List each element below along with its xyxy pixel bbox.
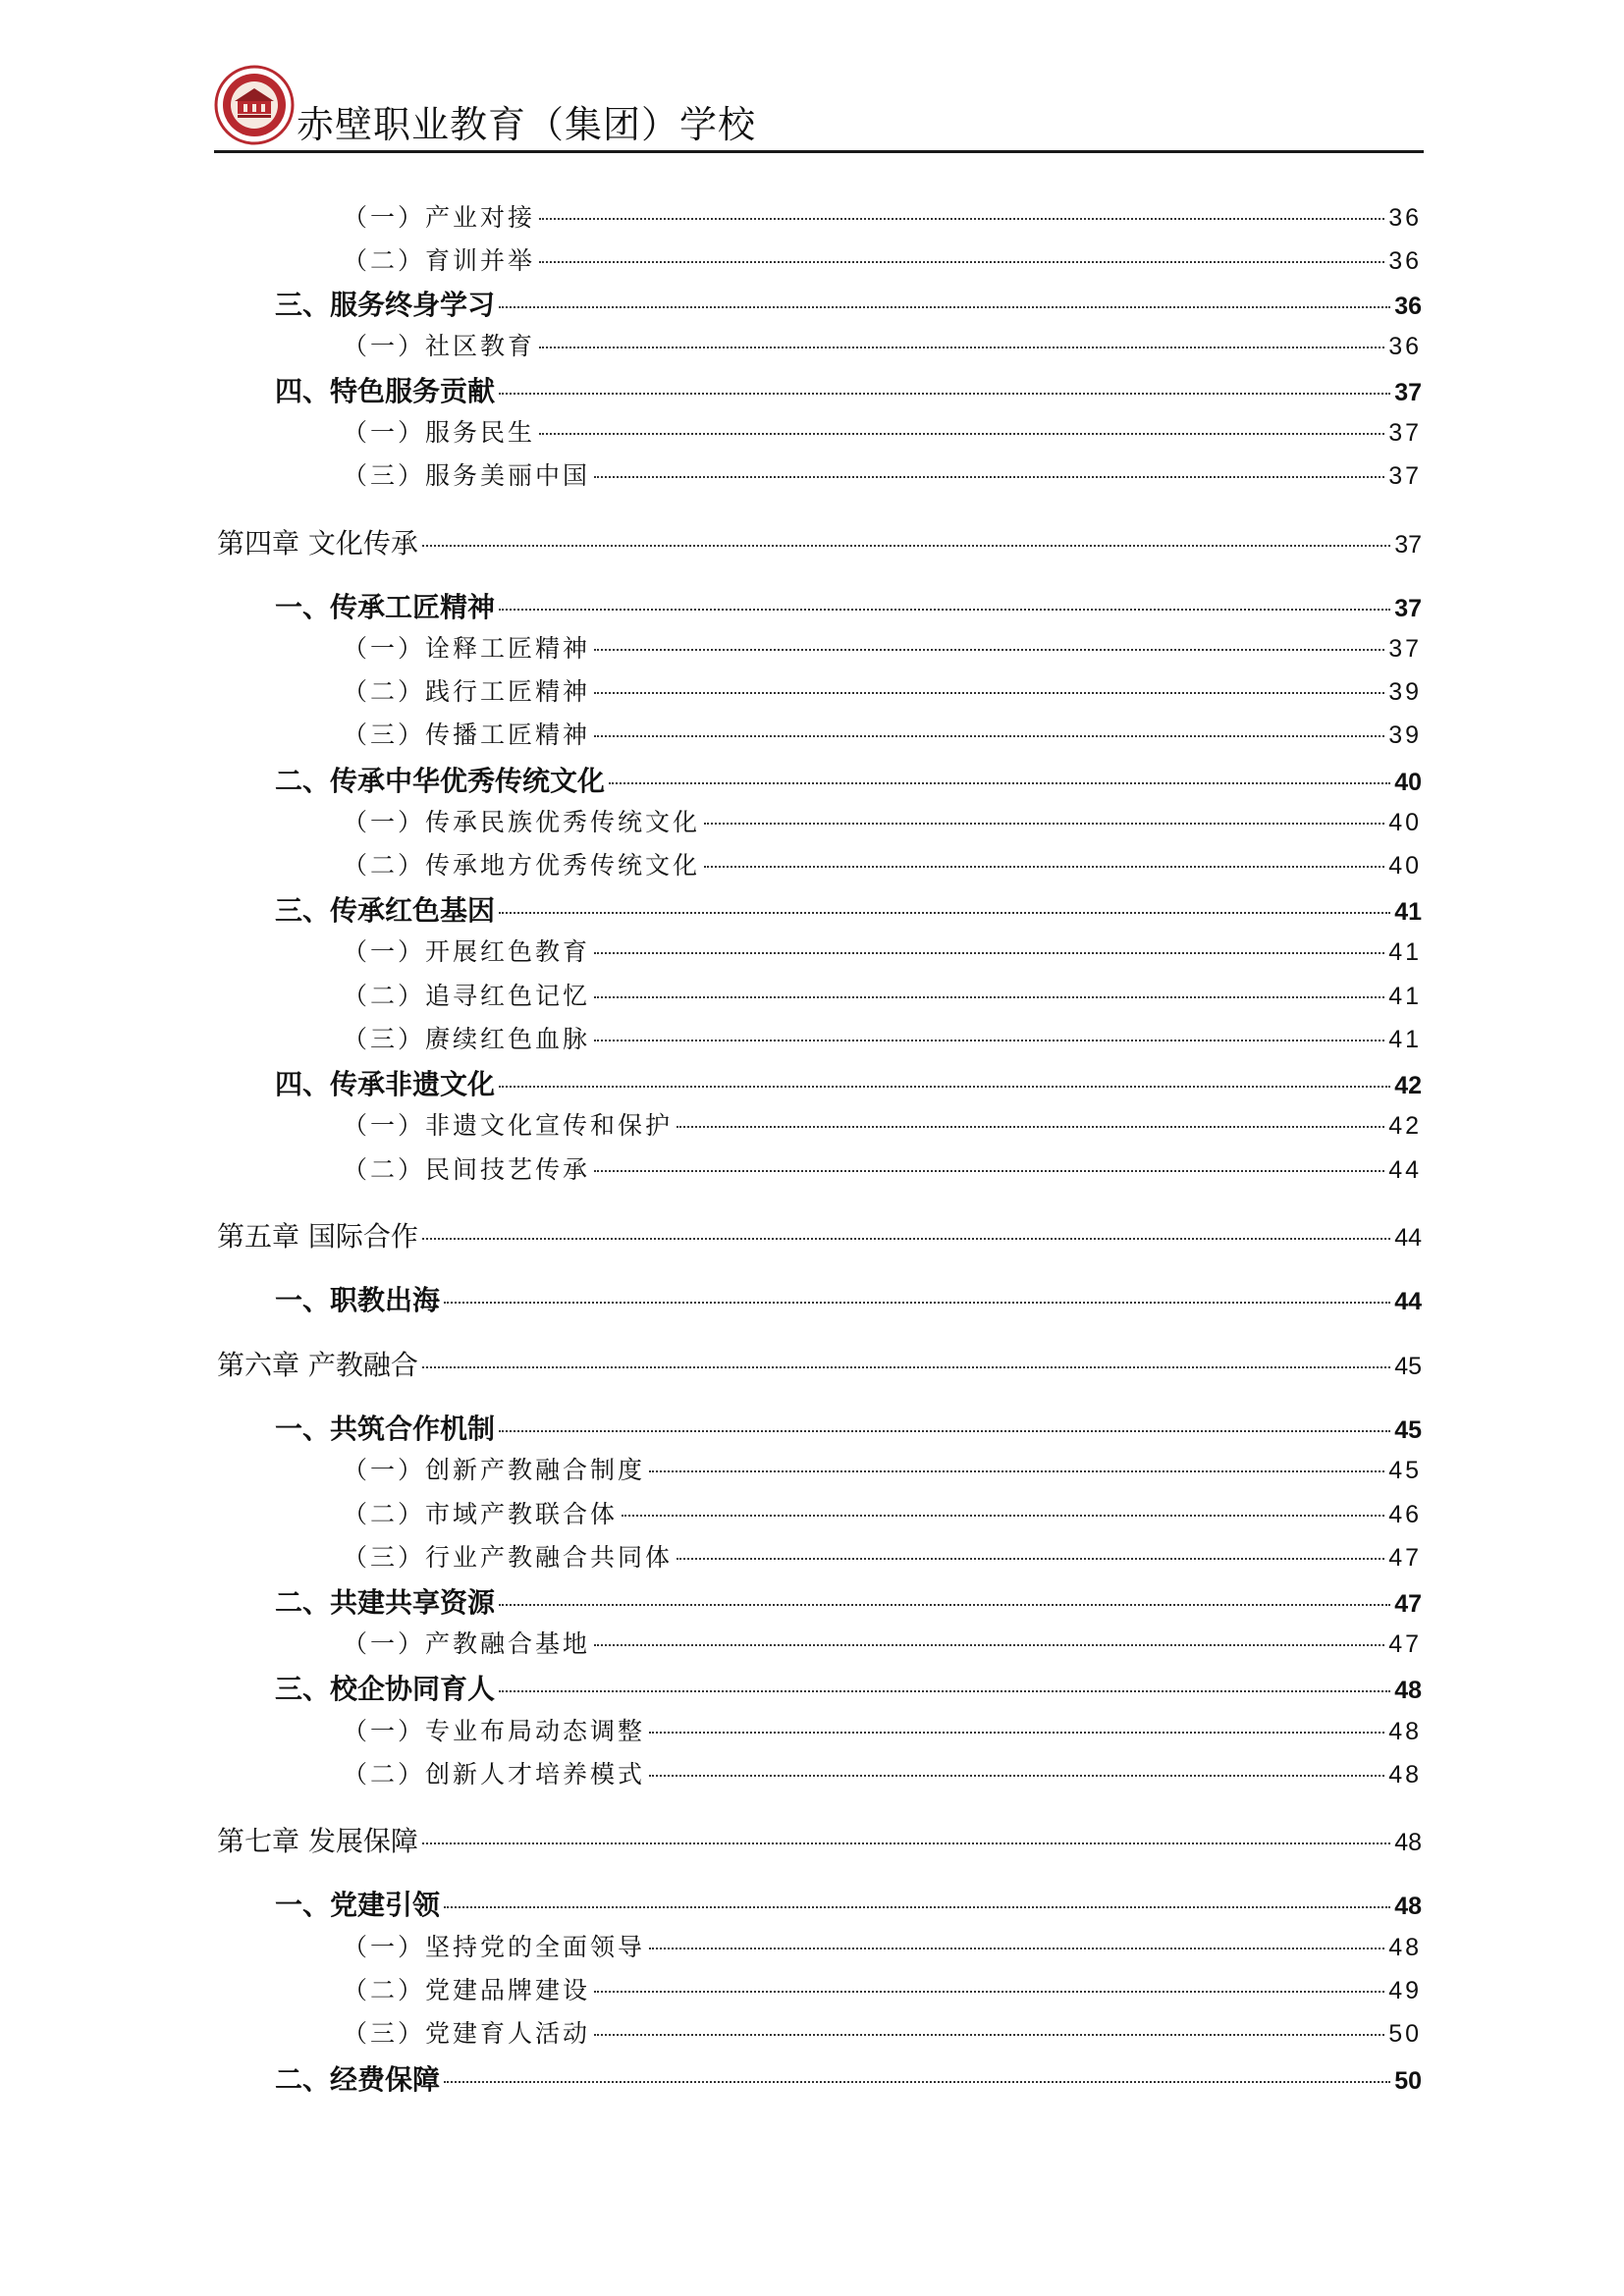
toc-page-number: 45 xyxy=(1388,1457,1422,1484)
toc-dot-leader xyxy=(649,1775,1384,1777)
toc-entry-label: （二）党建品牌建设 xyxy=(343,1976,591,2004)
toc-page-number: 41 xyxy=(1394,898,1422,926)
toc-page-number: 37 xyxy=(1394,595,1422,622)
toc-page-number: 36 xyxy=(1394,293,1422,320)
toc-chapter-entry[interactable] xyxy=(217,1215,1422,1251)
toc-entry-label: 二、传承中华优秀传统文化 xyxy=(275,765,606,797)
toc-dot-leader xyxy=(422,545,1390,547)
toc-page-number: 39 xyxy=(1388,721,1422,749)
toc-entry-label: 一、传承工匠精神 xyxy=(275,591,496,623)
toc-page-number: 48 xyxy=(1388,1761,1422,1789)
toc-dot-leader xyxy=(499,1086,1390,1088)
toc-dot-leader xyxy=(594,1644,1384,1646)
toc-entry-label: 第四章 文化传承 xyxy=(217,527,418,560)
toc-subsection-entry[interactable] xyxy=(343,846,1422,881)
toc-dot-leader xyxy=(499,1430,1390,1432)
toc-subsection-entry[interactable] xyxy=(343,1928,1422,1963)
toc-subsection-entry[interactable] xyxy=(343,1495,1422,1530)
toc-dot-leader xyxy=(594,2034,1384,2036)
toc-entry-label: （二）民间技艺传承 xyxy=(343,1155,591,1184)
toc-page-number: 37 xyxy=(1388,462,1422,490)
toc-dot-leader xyxy=(422,1366,1390,1368)
toc-dot-leader xyxy=(539,218,1384,220)
toc-page-number: 47 xyxy=(1394,1590,1422,1618)
toc-page-number: 42 xyxy=(1388,1112,1422,1140)
toc-section-entry[interactable] xyxy=(275,1063,1422,1098)
toc-subsection-entry[interactable] xyxy=(343,456,1422,492)
toc-dot-leader xyxy=(649,1470,1384,1472)
toc-subsection-entry[interactable] xyxy=(343,1712,1422,1747)
toc-entry-label: （三）党建育人活动 xyxy=(343,2019,591,2048)
toc-entry-label: 三、校企协同育人 xyxy=(275,1673,496,1705)
toc-page-number: 50 xyxy=(1394,2067,1422,2095)
toc-entry-label: （一）开展红色教育 xyxy=(343,937,591,966)
toc-page-number: 36 xyxy=(1388,247,1422,275)
toc-page-number: 39 xyxy=(1388,678,1422,706)
toc-page-number: 41 xyxy=(1388,938,1422,966)
toc-page-number: 37 xyxy=(1394,531,1422,559)
toc-page-number: 44 xyxy=(1388,1156,1422,1184)
toc-entry-label: 一、职教出海 xyxy=(275,1284,441,1316)
toc-page-number: 40 xyxy=(1388,852,1422,880)
toc-section-entry[interactable] xyxy=(275,586,1422,621)
toc-entry-label: 三、服务终身学习 xyxy=(275,289,496,321)
toc-page-number: 36 xyxy=(1388,204,1422,232)
toc-subsection-entry[interactable] xyxy=(343,803,1422,838)
toc-section-entry[interactable] xyxy=(275,889,1422,925)
toc-entry-label: 三、传承红色基因 xyxy=(275,894,496,927)
toc-page-number: 44 xyxy=(1394,1288,1422,1315)
toc-page-number: 44 xyxy=(1394,1224,1422,1252)
toc-subsection-entry[interactable] xyxy=(343,629,1422,665)
toc-subsection-entry[interactable] xyxy=(343,1150,1422,1186)
toc-section-entry[interactable] xyxy=(275,370,1422,405)
toc-section-entry[interactable] xyxy=(275,1408,1422,1443)
toc-page-number: 49 xyxy=(1388,1977,1422,2004)
toc-dot-leader xyxy=(539,347,1384,348)
toc-dot-leader xyxy=(499,306,1390,308)
toc-subsection-entry[interactable] xyxy=(343,413,1422,449)
toc-page-number: 45 xyxy=(1394,1416,1422,1444)
toc-dot-leader xyxy=(539,261,1384,263)
toc-entry-label: 二、共建共享资源 xyxy=(275,1586,496,1619)
toc-dot-leader xyxy=(422,1238,1390,1240)
toc-page-number: 40 xyxy=(1388,809,1422,836)
toc-page-number: 42 xyxy=(1394,1072,1422,1099)
toc-dot-leader xyxy=(594,692,1384,694)
toc-dot-leader xyxy=(649,1948,1384,1949)
toc-page-number: 48 xyxy=(1394,1677,1422,1704)
toc-dot-leader xyxy=(677,1126,1384,1128)
toc-dot-leader xyxy=(704,866,1384,868)
toc-dot-leader xyxy=(499,609,1390,611)
toc-entry-label: （二）践行工匠精神 xyxy=(343,677,591,706)
toc-dot-leader xyxy=(677,1558,1384,1560)
toc-entry-label: 二、经费保障 xyxy=(275,2063,441,2096)
toc-section-entry[interactable] xyxy=(275,1884,1422,1919)
toc-entry-label: （一）创新产教融合制度 xyxy=(343,1456,646,1484)
toc-entry-label: （一）非遗文化宣传和保护 xyxy=(343,1111,674,1140)
toc-entry-label: （三）传播工匠精神 xyxy=(343,721,591,749)
toc-entry-label: （一）社区教育 xyxy=(343,332,536,360)
toc-dot-leader xyxy=(594,996,1384,998)
toc-page-number: 37 xyxy=(1394,379,1422,406)
toc-entry-label: 第七章 发展保障 xyxy=(217,1825,418,1857)
toc-chapter-entry[interactable] xyxy=(217,522,1422,558)
toc-entry-label: 一、共筑合作机制 xyxy=(275,1413,496,1445)
toc-page-number: 37 xyxy=(1388,419,1422,447)
toc-dot-leader xyxy=(594,1040,1384,1041)
toc-dot-leader xyxy=(444,1302,1390,1304)
toc-page-number: 48 xyxy=(1394,1893,1422,1920)
toc-entry-label: （一）传承民族优秀传统文化 xyxy=(343,808,701,836)
toc-section-entry[interactable] xyxy=(275,2058,1422,2094)
toc-page-number: 48 xyxy=(1394,1829,1422,1856)
toc-subsection-entry[interactable] xyxy=(343,241,1422,277)
toc-section-entry[interactable] xyxy=(275,1668,1422,1703)
toc-page-number: 48 xyxy=(1388,1718,1422,1745)
toc-entry-label: （三）赓续红色血脉 xyxy=(343,1025,591,1053)
toc-dot-leader xyxy=(594,649,1384,651)
toc-page-number: 41 xyxy=(1388,983,1422,1010)
school-name: 赤壁职业教育（集团）学校 xyxy=(297,103,757,146)
toc-entry-label: （二）育训并举 xyxy=(343,246,536,275)
toc-entry-label: （二）市域产教联合体 xyxy=(343,1500,619,1528)
toc-subsection-entry[interactable] xyxy=(343,1971,1422,2006)
toc-dot-leader xyxy=(499,393,1390,395)
toc-subsection-entry[interactable] xyxy=(343,716,1422,751)
toc-dot-leader xyxy=(594,952,1384,954)
toc-page-number: 47 xyxy=(1388,1544,1422,1572)
toc-entry-label: （三）行业产教融合共同体 xyxy=(343,1543,674,1572)
toc-chapter-entry[interactable] xyxy=(217,1344,1422,1379)
toc-dot-leader xyxy=(649,1732,1384,1734)
toc-entry-label: （一）产教融合基地 xyxy=(343,1629,591,1658)
toc-dot-leader xyxy=(594,1170,1384,1172)
toc-subsection-entry[interactable] xyxy=(343,672,1422,708)
toc-dot-leader xyxy=(422,1842,1390,1844)
toc-page-number: 40 xyxy=(1394,769,1422,796)
toc-dot-leader xyxy=(594,735,1384,737)
toc-dot-leader xyxy=(594,1991,1384,1993)
toc-subsection-entry[interactable] xyxy=(343,1106,1422,1142)
toc-subsection-entry[interactable] xyxy=(343,1020,1422,1055)
toc-entry-label: （二）传承地方优秀传统文化 xyxy=(343,851,701,880)
toc-page-number: 48 xyxy=(1388,1934,1422,1961)
toc-entry-label: 第五章 国际合作 xyxy=(217,1220,418,1253)
toc-dot-leader xyxy=(444,1906,1390,1908)
toc-entry-label: （二）追寻红色记忆 xyxy=(343,982,591,1010)
toc-subsection-entry[interactable] xyxy=(343,1755,1422,1790)
toc-entry-label: （一）坚持党的全面领导 xyxy=(343,1933,646,1961)
toc-page-number: 37 xyxy=(1388,635,1422,663)
toc-section-entry[interactable] xyxy=(275,284,1422,319)
toc-subsection-entry[interactable] xyxy=(343,1625,1422,1660)
toc-section-entry[interactable] xyxy=(275,1581,1422,1617)
toc-page-number: 36 xyxy=(1388,333,1422,360)
toc-entry-label: （一）诠释工匠精神 xyxy=(343,634,591,663)
toc-entry-label: 四、传承非遗文化 xyxy=(275,1068,496,1100)
toc-chapter-entry[interactable] xyxy=(217,1820,1422,1855)
toc-dot-leader xyxy=(499,1690,1390,1692)
toc-dot-leader xyxy=(622,1515,1384,1517)
toc-subsection-entry[interactable] xyxy=(343,2014,1422,2050)
toc-entry-label: 第六章 产教融合 xyxy=(217,1349,418,1381)
toc-dot-leader xyxy=(499,912,1390,914)
toc-subsection-entry[interactable] xyxy=(343,977,1422,1012)
toc-entry-label: （一）服务民生 xyxy=(343,418,536,447)
toc-dot-leader xyxy=(499,1604,1390,1606)
toc-dot-leader xyxy=(704,823,1384,825)
toc-entry-label: （三）服务美丽中国 xyxy=(343,461,591,490)
toc-section-entry[interactable] xyxy=(275,760,1422,795)
toc-section-entry[interactable] xyxy=(275,1279,1422,1314)
toc-entry-label: （一）产业对接 xyxy=(343,203,536,232)
toc-entry-label: 四、特色服务贡献 xyxy=(275,375,496,407)
toc-subsection-entry[interactable] xyxy=(343,327,1422,362)
toc-entry-label: （一）专业布局动态调整 xyxy=(343,1717,646,1745)
toc-page-number: 46 xyxy=(1388,1501,1422,1528)
toc-dot-leader xyxy=(594,476,1384,478)
toc-subsection-entry[interactable] xyxy=(343,198,1422,234)
toc-dot-leader xyxy=(444,2081,1390,2083)
toc-page-number: 45 xyxy=(1394,1353,1422,1380)
toc-dot-leader xyxy=(539,433,1384,435)
toc-entry-label: 一、党建引领 xyxy=(275,1889,441,1921)
toc-page-number: 41 xyxy=(1388,1026,1422,1053)
toc-dot-leader xyxy=(609,782,1390,784)
toc-subsection-entry[interactable] xyxy=(343,1451,1422,1486)
toc-subsection-entry[interactable] xyxy=(343,933,1422,968)
toc-page-number: 47 xyxy=(1388,1630,1422,1658)
toc-subsection-entry[interactable] xyxy=(343,1538,1422,1574)
toc-page-number: 50 xyxy=(1388,2020,1422,2048)
toc-entry-label: （二）创新人才培养模式 xyxy=(343,1760,646,1789)
